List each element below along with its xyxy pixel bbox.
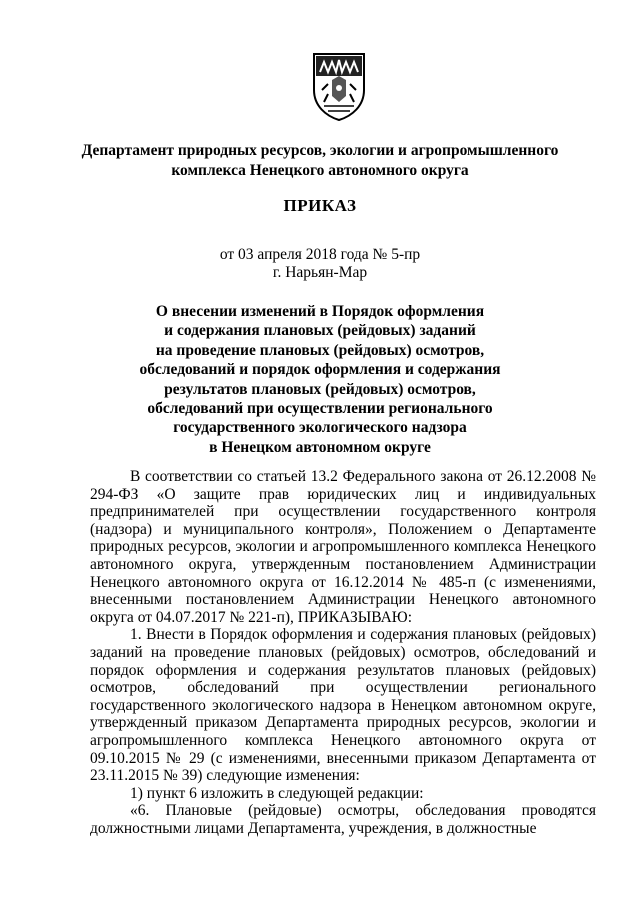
title-line: государственного экологического надзора: [173, 419, 467, 437]
title-line: результатов плановых (рейдовых) осмотров,: [164, 380, 476, 398]
body-paragraph: «6. Плановые (рейдовые) осмотры, обследования проводятся должностными лицами Департамента, учреждения, в должностные: [90, 802, 596, 837]
department-line: комплекса Ненецкого автономного округа: [171, 162, 469, 179]
title-line: О внесении изменений в Порядок оформления: [155, 303, 485, 320]
title-line: в Ненецком автономном округе: [209, 438, 431, 456]
title-line: обследований и порядок оформления и содержания: [139, 361, 501, 379]
order-title: [100, 302, 540, 457]
title-line: и содержания плановых (рейдовых) заданий: [164, 322, 476, 340]
document-type: ПРИКАЗ: [283, 196, 357, 215]
date-block: [60, 246, 580, 282]
body-paragraph: 1. Внести в Порядок оформления и содержания плановых (рейдовых) заданий на проведение плановых (рейдовых) осмотров, обследований и порядок оформления и содержания результатов плановых (рейдовых) осмотров, обследований при осуществлении регионального государственного экологического надзора в Ненецком автономном округе, утвержденный приказом Департамента природных ресурсов, экологии и агропромышленного комплекса Ненецкого автономного округа от 09.10.2015 № 29 (с изменениями, внесенными приказом Департамента от 23.11.2015 № 39) следующие изменения:: [90, 626, 596, 785]
department-line: Департамент природных ресурсов, экологии и агропромышленного: [81, 142, 559, 159]
city: г. Нарьян-Мар: [272, 264, 368, 281]
body-paragraph: В соответствии со статьей 13.2 Федерального закона от 26.12.2008 № 294-ФЗ «О защите прав юридических лиц и индивидуальных предпринимателей при осуществлении государственного контроля (надзора) и муниципального контроля», Положением о Департаменте природных ресурсов, экологии и агропромышленного комплекса Ненецкого автономного округа, утвержденным постановлением Администрации Ненецкого автономного округа от 16.12.2014 № 485-п (с изменениями, внесенными постановлением Администрации Ненецкого автономного округа от 04.07.2017 № 221-п), ПРИКАЗЫВАЮ:: [90, 468, 596, 626]
document-body: [90, 468, 596, 837]
department-name: [60, 141, 580, 181]
nenets-coat-of-arms-icon: [310, 50, 368, 122]
title-line: обследований при осуществлении регионального: [147, 400, 493, 418]
body-paragraph: 1) пункт 6 изложить в следующей редакции:: [130, 784, 424, 802]
date-number: от 03 апреля 2018 года № 5-пр: [219, 246, 421, 263]
title-line: на проведение плановых (рейдовых) осмотров,: [155, 341, 485, 359]
